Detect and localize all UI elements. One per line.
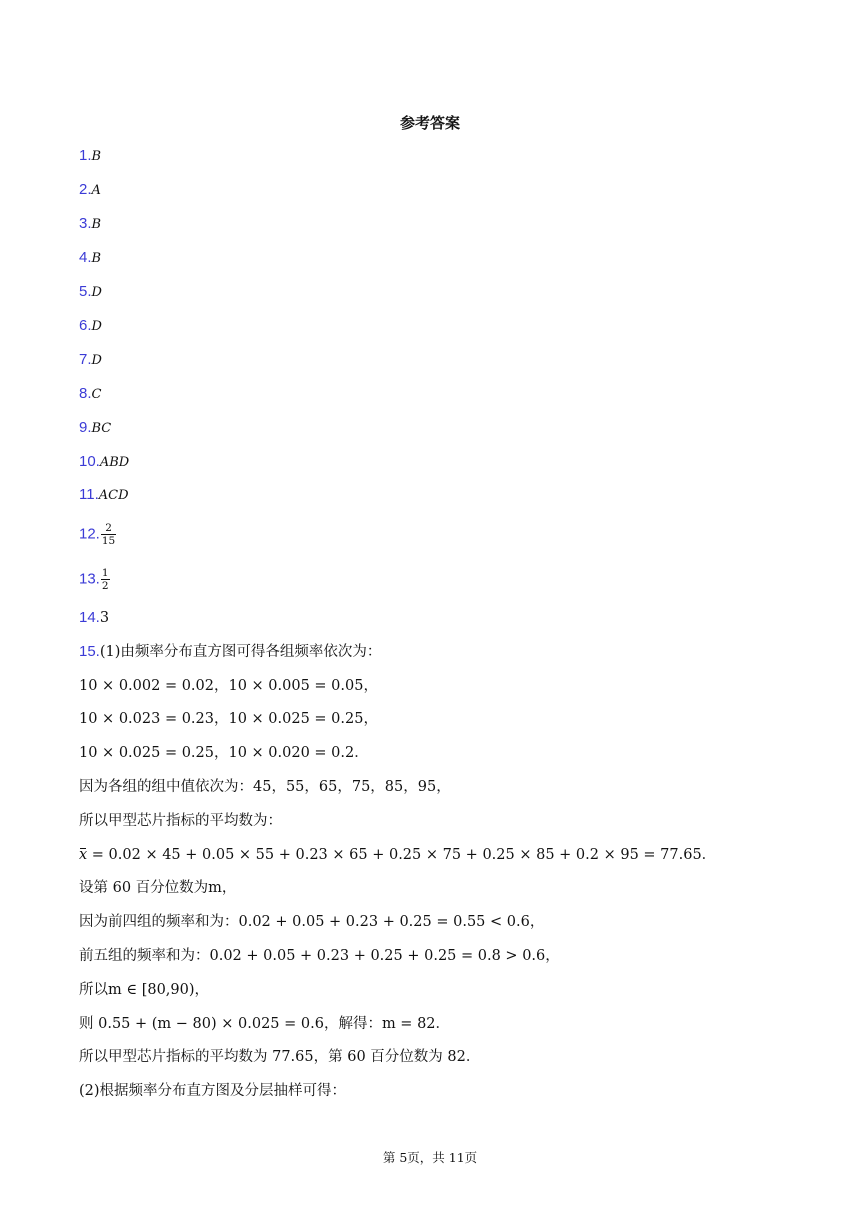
solution-text: 所以甲型芯片指标的平均数为 77.65，第 60 百分位数为 82． <box>79 1049 481 1065</box>
answer-number: 8. <box>79 385 92 402</box>
answer-5 <box>79 282 102 303</box>
answer-text: ABD <box>99 455 130 470</box>
answer-number: 4. <box>79 249 92 266</box>
q15-line-9 <box>79 946 560 966</box>
solution-text: 所以甲型芯片指标的平均数为： <box>79 813 282 829</box>
answer-text: B <box>91 217 102 232</box>
answer-number: 14. <box>79 609 100 626</box>
mean-symbol: x <box>79 847 88 863</box>
q15-line-12 <box>79 1047 480 1067</box>
q15-line-6 <box>79 845 716 865</box>
fraction <box>101 567 110 592</box>
answer-text: BC <box>91 421 112 436</box>
answer-text: ACD <box>98 488 129 503</box>
q15-line-4 <box>79 777 451 797</box>
solution-text: 设第 60 百分位数为m， <box>79 880 237 896</box>
solution-text: (1)由频率分布直方图可得各组频率依次为： <box>99 644 382 660</box>
answer-text: D <box>91 319 102 334</box>
answer-text: 3 <box>99 610 110 626</box>
answer-number: 3. <box>79 215 92 232</box>
q15-line-5 <box>79 811 282 831</box>
solution-text: 10 × 0.002 = 0.02，10 × 0.005 = 0.05， <box>79 678 378 694</box>
answer-number: 9. <box>79 419 92 436</box>
answer-3 <box>79 214 101 235</box>
answer-text: B <box>91 149 102 164</box>
answer-number: 10. <box>79 453 100 470</box>
solution-text: (2)根据频率分布直方图及分层抽样可得： <box>79 1083 347 1099</box>
answer-number: 2. <box>79 181 92 198</box>
answer-4 <box>79 248 101 269</box>
fraction <box>101 522 116 547</box>
fraction-numerator: 1 <box>101 567 109 579</box>
answer-number: 5. <box>79 283 92 300</box>
answer-text: C <box>91 387 102 402</box>
answer-text: D <box>91 285 102 300</box>
answer-number: 1. <box>79 147 92 164</box>
solution-text: 10 × 0.023 = 0.23，10 × 0.025 = 0.25， <box>79 711 378 727</box>
answer-number: 6. <box>79 317 92 334</box>
q15-line-13 <box>79 1081 346 1101</box>
fraction-denominator: 15 <box>101 535 116 547</box>
q15-line-10 <box>79 980 209 1000</box>
answer-12 <box>79 522 116 547</box>
q15-line-1 <box>79 676 378 696</box>
answer-text: B <box>91 251 102 266</box>
solution-text: 因为各组的组中值依次为：45，55，65，75，85，95， <box>79 779 451 795</box>
q15-line-7 <box>79 878 236 898</box>
q15-line-11 <box>79 1014 450 1034</box>
answer-text: A <box>91 183 101 198</box>
fraction-numerator: 2 <box>101 522 116 535</box>
solution-text: 10 × 0.025 = 0.25，10 × 0.020 = 0.2． <box>79 745 369 761</box>
q15-line-8 <box>79 912 544 932</box>
answer-6 <box>79 316 102 337</box>
answer-13 <box>79 567 110 592</box>
solution-text: 则 0.55 + (m − 80) × 0.025 = 0.6，解得：m = 82． <box>79 1016 451 1032</box>
answer-number: 11. <box>79 486 99 503</box>
answer-8 <box>79 384 101 405</box>
fraction-denominator: 2 <box>101 580 109 592</box>
solution-text: 前五组的频率和为：0.02 + 0.05 + 0.23 + 0.25 + 0.25 = 0.8 > 0.6， <box>79 948 560 964</box>
answer-1 <box>79 146 101 167</box>
q15-line-0 <box>79 642 381 662</box>
solution-text: 因为前四组的频率和为：0.02 + 0.05 + 0.23 + 0.25 = 0.55 < 0.6， <box>79 914 545 930</box>
q15-line-2 <box>79 709 378 729</box>
page-title: 参考答案 <box>399 114 460 132</box>
solution-text: = 0.02 × 45 + 0.05 × 55 + 0.23 × 65 + 0.25 × 75 + 0.25 × 85 + 0.2 × 95 = 77.65． <box>87 847 717 863</box>
answer-2 <box>79 180 101 201</box>
answer-10 <box>79 452 129 473</box>
answer-11 <box>79 485 129 506</box>
solution-text: 所以m ∈ [80,90)， <box>79 982 210 998</box>
answer-number: 13. <box>79 570 100 588</box>
page-footer: 第 5页，共 11页 <box>382 1150 478 1165</box>
q15-line-3 <box>79 743 369 763</box>
answer-7 <box>79 350 102 371</box>
answer-number: 7. <box>79 351 92 368</box>
answer-text: D <box>91 353 102 368</box>
answer-9 <box>79 418 111 439</box>
answer-14 <box>79 608 109 628</box>
answer-number: 12. <box>79 525 100 543</box>
answer-number: 15. <box>79 643 100 660</box>
